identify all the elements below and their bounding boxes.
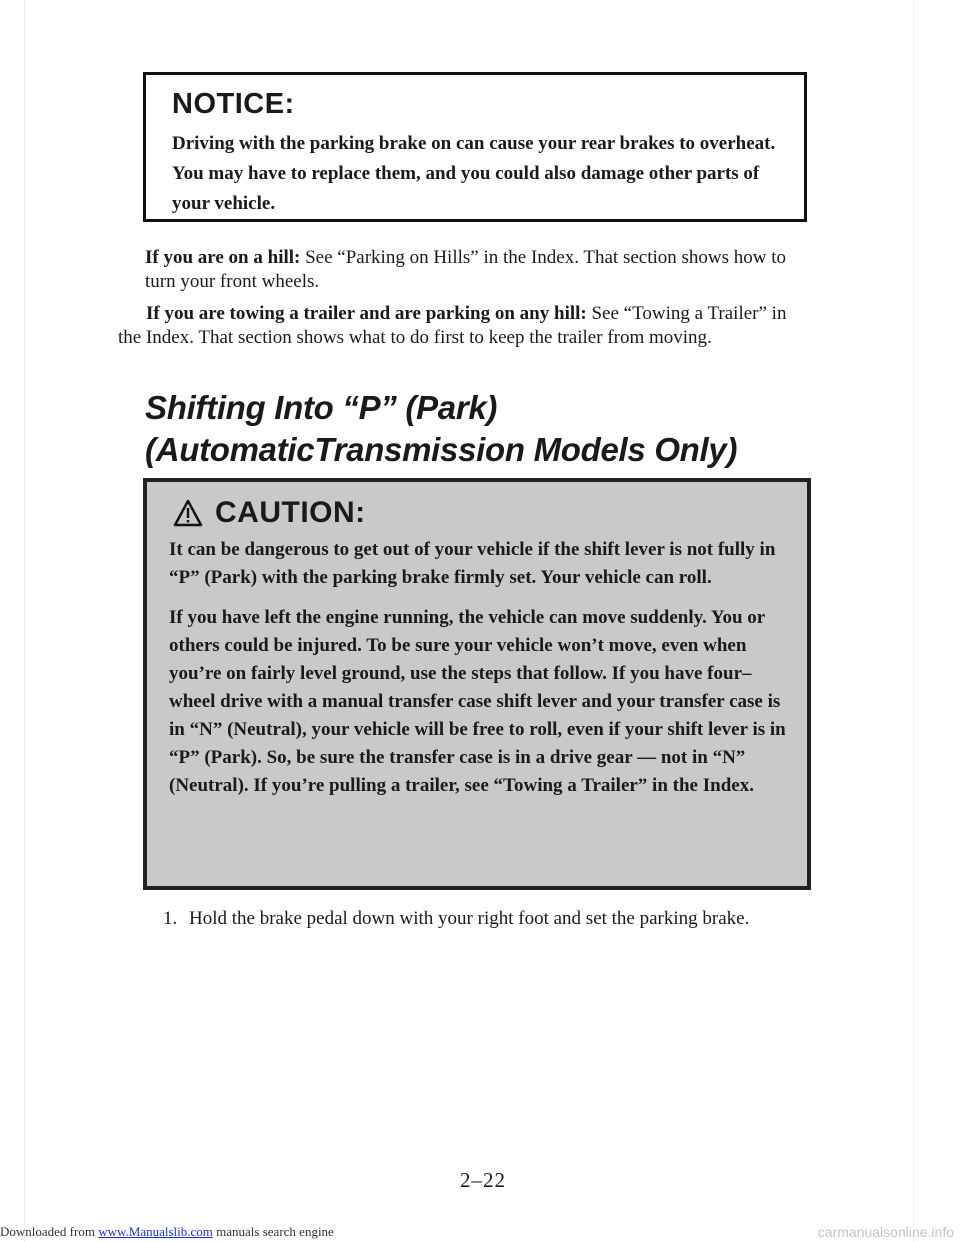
section-heading-line2: (AutomaticTransmission Models Only) xyxy=(145,431,738,468)
page-number: 2–22 xyxy=(460,1168,506,1192)
notice-title: NOTICE: xyxy=(172,88,295,120)
footer-link[interactable]: www.Manualslib.com xyxy=(98,1224,213,1239)
paragraph-lead: If you are on a hill: xyxy=(145,247,301,268)
step-text: Hold the brake pedal down with your right foot and set the parking brake. xyxy=(189,908,750,929)
step-number: 1. xyxy=(163,908,178,929)
caution-paragraph: It can be dangerous to get out of your vehicle if the shift lever is not fully in “P” (Park) with the parking brake firmly set. Your vehicle can roll. xyxy=(169,539,776,588)
footer-suffix: manuals search engine xyxy=(212,1224,334,1239)
notice-body: Driving with the parking brake on can cause your rear brakes to overheat. You may have to replace them, and you could also damage other parts of your vehicle. xyxy=(172,132,776,214)
footer xyxy=(0,1224,334,1240)
warning-triangle-icon xyxy=(173,499,203,527)
paragraph-towing xyxy=(118,302,798,350)
caution-header xyxy=(173,496,787,530)
caution-title: CAUTION: xyxy=(215,496,366,529)
step-item xyxy=(163,907,783,931)
paragraph-text: See “Parking on Hills” in the Index. That section shows how to turn your front wheels. xyxy=(145,247,787,292)
paragraph-hill xyxy=(145,246,795,294)
section-heading-line1: Shifting Into “P” (Park) xyxy=(145,389,498,426)
watermark: carmanualsonline.info xyxy=(817,1224,954,1240)
paragraph-lead: If you are towing a trailer and are parking on any hill: xyxy=(146,303,587,324)
footer-prefix: Downloaded from xyxy=(0,1224,99,1239)
caution-paragraph: If you have left the engine running, the vehicle can move suddenly. You or others could be injured. To be sure your vehicle won’t move, even when you’re on fairly level ground, use the steps that follow. If you have four–wheel drive with a manual transfer case shift lever and your transfer case is in “N” (Neutral), your vehicle will be free to roll, even if your shift lever is in “P” (Park). So, be sure the transfer case is in a drive gear — not in “N” (Neutral). If you’re pulling a trailer, see “Towing a Trailer” in the Index. xyxy=(169,607,786,796)
notice-box xyxy=(143,72,807,222)
caution-box xyxy=(143,478,811,890)
paragraph-text: See “Towing a Trailer” in the Index. That section shows what to do first to keep the trailer from moving. xyxy=(118,303,787,348)
